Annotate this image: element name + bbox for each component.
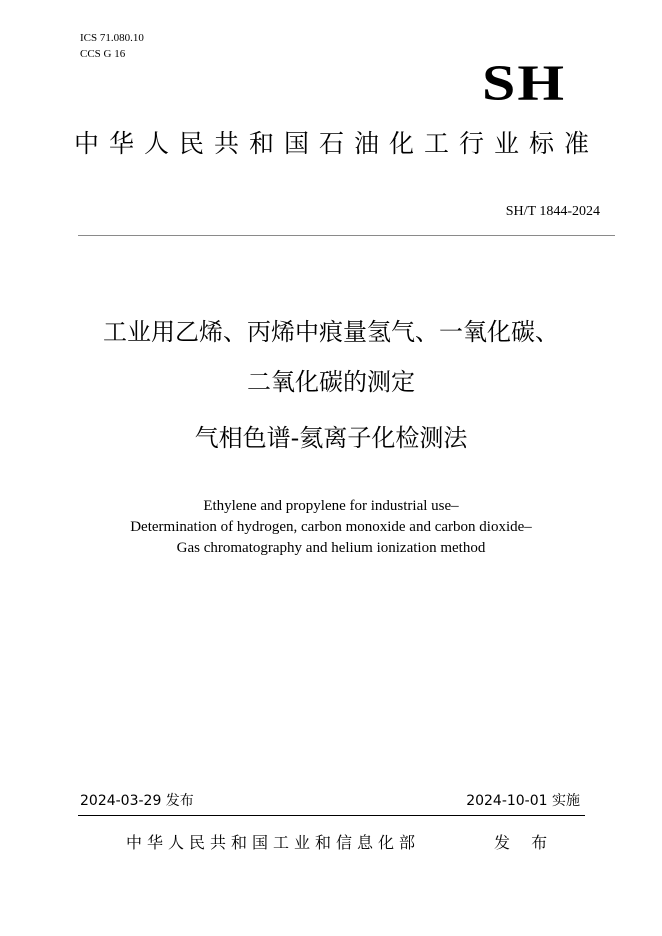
publish-label: 发 布 [494, 833, 556, 852]
standard-category-heading: 中华人民共和国石油化工行业标准 [74, 129, 600, 158]
header-divider [78, 235, 615, 236]
title-zh-line-1: 工业用乙烯、丙烯中痕量氢气、一氧化碳、 [103, 318, 559, 346]
ccs-code: CCS G 16 [80, 48, 126, 60]
standard-number: SH/T 1844-2024 [505, 204, 600, 219]
title-en-line-1: Ethylene and propylene for industrial use– [203, 498, 459, 514]
date-divider [78, 815, 585, 816]
title-en-line-3: Gas chromatography and helium ionization method [176, 540, 486, 556]
issue-date: 2024-03-29 发布 [80, 793, 194, 809]
sh-logo: SH [481, 54, 567, 112]
title-en-block [40, 496, 622, 559]
implementation-date: 2024-10-01 实施 [466, 793, 580, 809]
ics-code: ICS 71.080.10 [80, 32, 144, 44]
classification-codes [80, 30, 144, 62]
publisher-name: 中华人民共和国工业和信息化部 [126, 833, 421, 852]
title-zh-line-2: 二氧化碳的测定 [247, 368, 415, 396]
title-zh-line-3: 气相色谱-氦离子化检测法 [194, 424, 468, 452]
title-en-line-2: Determination of hydrogen, carbon monoxide and carbon dioxide– [130, 519, 532, 535]
